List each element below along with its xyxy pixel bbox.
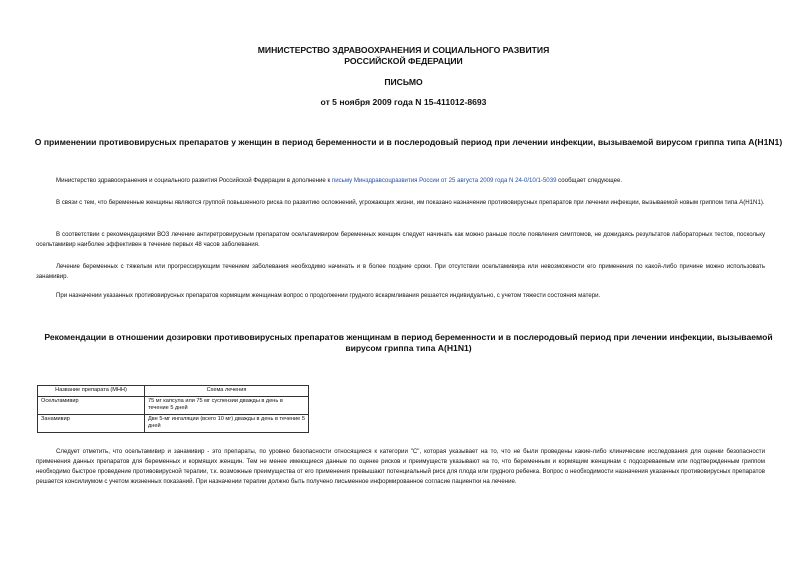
table-row [38, 414, 309, 432]
intro-paragraph [36, 176, 765, 186]
paragraph-breastfeeding [36, 291, 765, 301]
table-header-regimen: Схема лечения [145, 386, 309, 397]
table-cell-drug: Осельтамивир [38, 396, 145, 414]
ministry-heading-line1: МИНИСТЕРСТВО ЗДРАВООХРАНЕНИЯ И СОЦИАЛЬНОГО РАЗВИТИЯ [257, 45, 550, 55]
paragraph-text: В связи с тем, что беременные женщины являются группой повышенного риска по развитию осложнений, угрожающих жизни, им показано назначение противовирусных препаратов при лечении инфекции, вызываемой новым гриппом типа А(H1N1). [56, 199, 765, 206]
paragraph-pregnant-risk [36, 198, 765, 208]
table-cell-regimen: Две 5-мг ингаляции (всего 10 мг) дважды в день в течение 5 дней [145, 414, 309, 432]
ministry-heading-line2: РОССИЙСКОЙ ФЕДЕРАЦИИ [344, 56, 463, 66]
recommendations-heading: Рекомендации в отношении дозировки противовирусных препаратов женщинам в период беременности и в послеродовый период при лечении инфекции, вызываемой вирусом гриппа типа А(H1N1) [44, 332, 773, 353]
paragraph-text: При назначении указанных противовирусных препаратов кормящим женщинам вопрос о продолжении грудного вскармливания решается индивидуально, с учетом тяжести состояния матери. [56, 292, 601, 299]
document-title: О применении противовирусных препаратов у женщин в период беременности и в послеродовый период при лечении инфекции, вызываемой вирусом гриппа типа А(H1N1) [34, 137, 783, 147]
intro-text-before: Министерство здравоохранения и социального развития Российской Федерации в дополнение к [56, 177, 332, 184]
table-header-drug: Название препарата (МНН) [38, 386, 145, 397]
closing-paragraph [36, 447, 765, 487]
paragraph-text: Лечение беременных с тяжелым или прогрессирующим течением заболевания необходимо начинать и в более поздние сроки. При отсутствии осельтамивира или невозможности его применения по какой-либо причине можно использовать занамивир. [36, 263, 765, 280]
paragraph-text: Следует отметить, что осельтамивир и занамивир - это препараты, по уровню безопасности относящиеся к категории "С", которая указывает на то, что не были проведены какие-либо клинические исследования для оценки безопасности применения данных препаратов для беременных и кормящих женщин. Тем не менее имеющиеся данные по оценке рисков и преимуществ указывают на то, что беременным и кормящим женщинам с подозреваемым или подтвержденным гриппом необходимо быстрое проведение противовирусной терапии, т.к. возможные преимущества от его применения превышают потенциальный риск для плода или грудного ребенка. Вопрос о необходимости назначения указанных противовирусных препаратов решается консилиумом с учетом жизненных показаний. При назначении терапии должно быть получено письменное информированное согласие пациентки на лечение. [36, 448, 765, 485]
document-date-number: от 5 ноября 2009 года N 15-411012-8693 [320, 97, 487, 107]
paragraph-who-recommendations [36, 230, 765, 250]
paragraph-severe-cases [36, 262, 765, 282]
table-cell-drug: Занамивир [38, 414, 145, 432]
intro-text-after: сообщает следующее. [556, 177, 623, 184]
table-header-row [38, 386, 309, 397]
dosage-table [37, 385, 309, 433]
table-row [38, 396, 309, 414]
table-cell-regimen: 75 мг капсула или 75 мг суспензии дважды в день в течение 5 дней [145, 396, 309, 414]
paragraph-text: В соответствии с рекомендациями ВОЗ лечение антиретровирусным препаратом осельтамивиром беременных женщин следует начинать как можно раньше после появления симптомов, не дожидаясь результатов лабораторных тестов, поскольку осельтамивир наиболее эффективен в течение первых 48 часов заболевания. [36, 231, 765, 248]
referenced-letter-link[interactable]: письму Минздравсоцразвития России от 25 августа 2009 года N 24-0/10/1-5039 [331, 177, 557, 184]
document-type: ПИСЬМО [384, 77, 423, 87]
